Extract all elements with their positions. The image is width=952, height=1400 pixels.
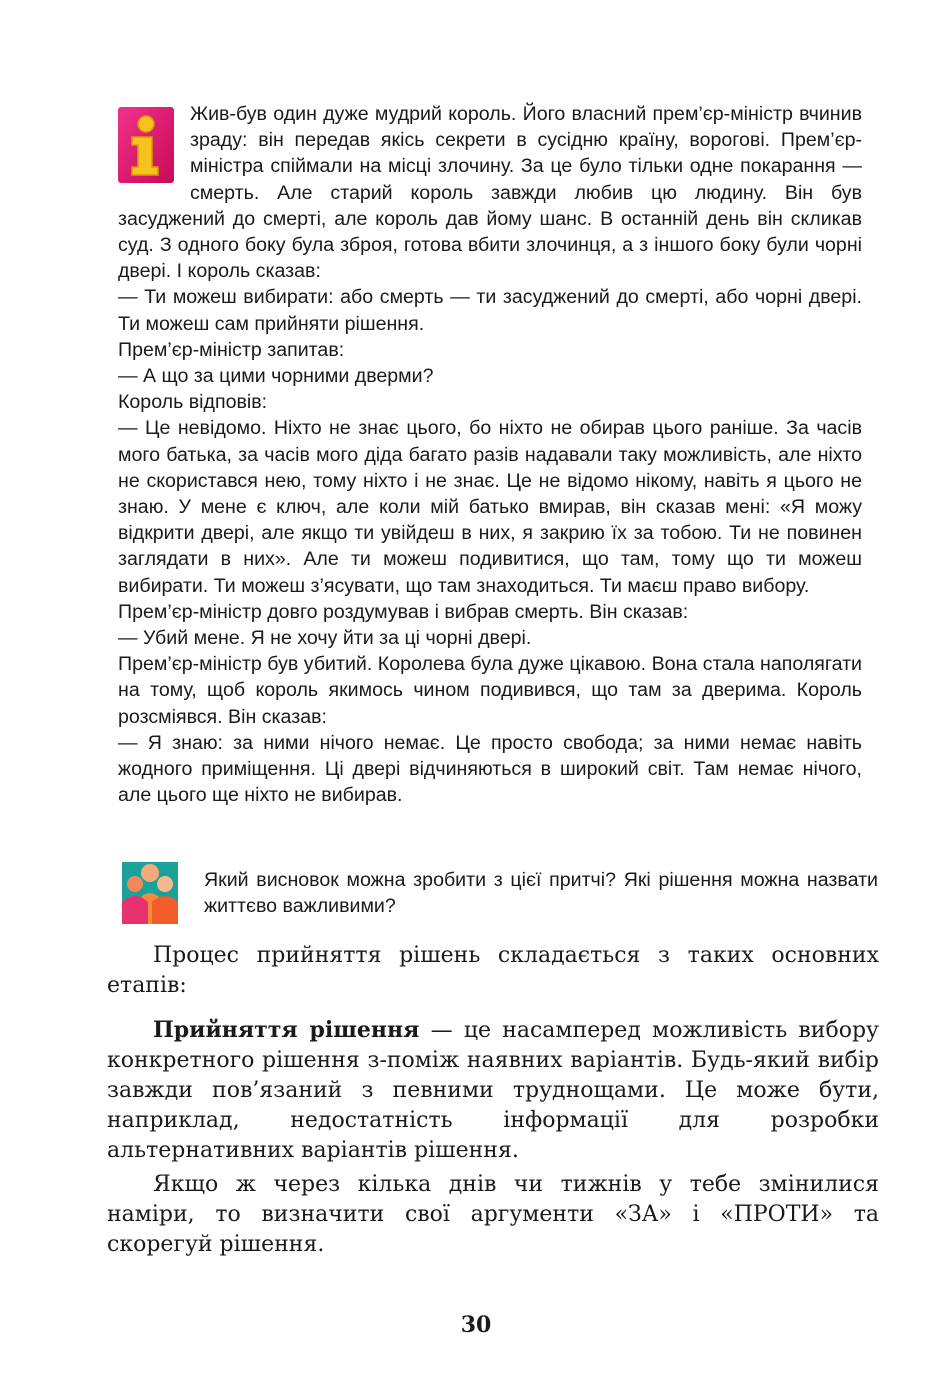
definition-text: — це насамперед можливість вибору конкретного рішення з-поміж наявних варіантів. Будь-який вибір завжди пов’язаний з певними труднощами. Це може бути, наприклад, недостатність інформації для розробки альтернативних варіантів рішення. bbox=[107, 1018, 879, 1163]
page-number: 30 bbox=[460, 1312, 492, 1338]
parable-text-block bbox=[118, 101, 862, 808]
stages-intro: Процес прийняття рішень складається з таких основних етапів: bbox=[107, 943, 879, 998]
question-text: Який висновок можна зробити з цієї притчі? Які рішення можна назвати життєво важливими? bbox=[204, 869, 878, 918]
story-paragraph: — А що за цими чорними дверми? bbox=[118, 365, 434, 388]
story-paragraph: — Ти можеш вибирати: або смерть — ти засуджений до смерті, або чорні двері. Ти можеш сам прийняти рішення. bbox=[118, 286, 862, 335]
discussion-question-block bbox=[118, 860, 878, 930]
story-paragraph: Прем’єр-міністр був убитий. Королева була дуже цікавою. Вона стала наполягати на тому, щоб король якимось чином подивився, що там за дверима. Король розсміявся. Він сказав: bbox=[118, 653, 862, 728]
story-paragraph: Король відповів: bbox=[118, 391, 268, 414]
story-paragraph: — Я знаю: за ними нічого немає. Це просто свобода; за ними немає навіть жодного приміщення. Ці двері відчиняються в широкий світ. Там немає нічого, але цього ще ніхто не вибирав. bbox=[118, 731, 862, 807]
advice-paragraph: Якщо ж через кілька днів чи тижнів у тебе змінилися наміри, то визначити свої аргументи «ЗА» і «ПРОТИ» та скорегуй рішення. bbox=[107, 1172, 879, 1257]
people-group-icon bbox=[122, 862, 178, 924]
main-text-block bbox=[107, 941, 879, 1260]
definition-term: Прийняття рішення bbox=[153, 1017, 420, 1043]
story-paragraph: — Убий мене. Я не хочу йти за ці чорні двері. bbox=[118, 627, 532, 650]
story-paragraph: Жив-був один дуже мудрий король. Його власний прем’єр-міністр вчинив зраду: він передав якісь секрети в сусідню країну, ворогові. Прем’єр-міністра спіймали на місці злочину. За це було тільки одне покарання — смерть. Але старий король завжди любив цю людину. Він був засуджений до смерті, але король дав йому шанс. В останній день він скликав суд. З одного боку була зброя, готова вбити злочинця, а з іншого боку були чорні двері. І король сказав: bbox=[118, 103, 862, 283]
info-i-icon bbox=[118, 107, 174, 183]
story-paragraph: Прем’єр-міністр запитав: bbox=[118, 338, 345, 361]
story-paragraph: Прем’єр-міністр довго роздумував і вибрав смерть. Він сказав: bbox=[118, 600, 689, 623]
story-paragraph: — Це невідомо. Ніхто не знає цього, бо ніхто не обирав цього раніше. За часів мого батька, за часів мого діда багато разів надавали таку можливість, але ніхто не скористався нею, тому ніхто і не знає. Це не відомо нікому, навіть я цього не знаю. У мене є ключ, але коли мій батько вмирав, він сказав мені: «Я можу відкрити двері, але якщо ти увійдеш в них, я закрию їх за тобою. Ти не повинен заглядати в них». Але ти можеш подивитися, що там, тому що ти можеш вибирати. Ти можеш з’ясувати, що там знаходиться. Ти маєш право вибору. bbox=[118, 417, 862, 597]
definition-paragraph bbox=[107, 1015, 879, 1166]
